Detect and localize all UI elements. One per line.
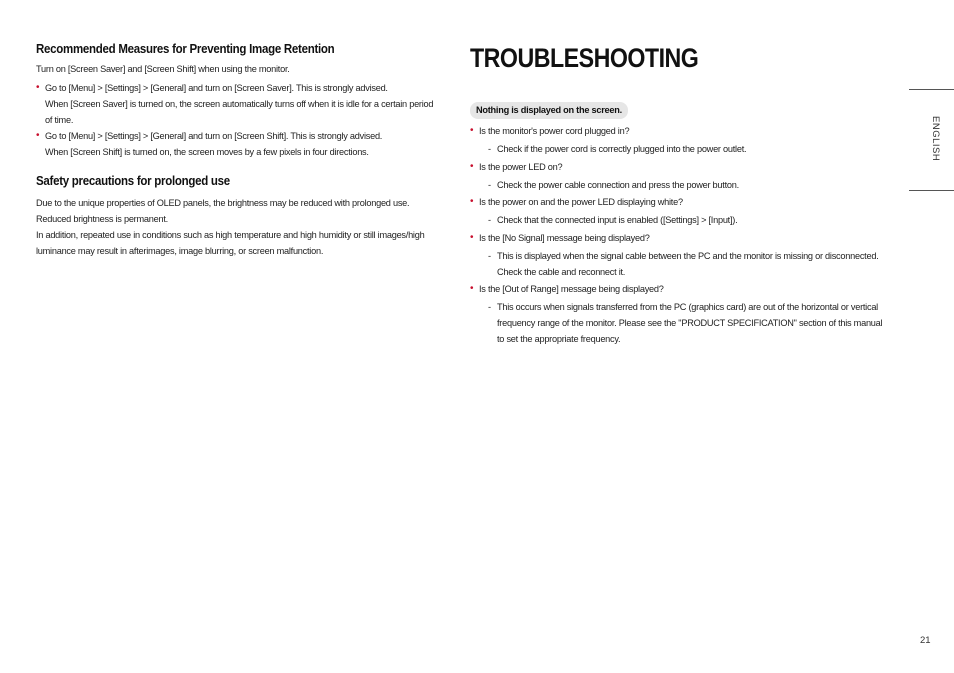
- right-column: [470, 42, 890, 349]
- answer-text: This occurs when signals transferred from the PC (graphics card) are out of the horizontal or vertical frequency range of the monitor. Please see the "PRODUCT SPECIFICATION" section of this manual to set the appropriate frequency.: [497, 302, 883, 344]
- answer: [479, 299, 890, 347]
- section-heading-safety: Safety precautions for prolonged use: [36, 174, 230, 188]
- troubleshooting-list: [470, 123, 890, 347]
- list-item: [470, 281, 890, 347]
- dash-mark: -: [488, 250, 491, 261]
- question-text: Is the monitor's power cord plugged in?: [479, 126, 630, 136]
- left-column: [36, 42, 438, 259]
- language-label: ENGLISH: [930, 116, 941, 162]
- question-text: Is the [Out of Range] message being displayed?: [479, 284, 664, 294]
- dash-mark: -: [488, 179, 491, 190]
- answer: [479, 141, 890, 157]
- safety-paragraph-1: Due to the unique properties of OLED panels, the brightness may be reduced with prolonged use. Reduced brightness is permanent.: [36, 198, 410, 224]
- answer-text: This is displayed when the signal cable between the PC and the monitor is missing or disconnected. Check the cable and reconnect it.: [497, 250, 879, 277]
- question-text: Is the power on and the power LED displaying white?: [479, 197, 683, 207]
- safety-paragraph-2: In addition, repeated use in conditions such as high temperature and high humidity or still images/high luminance may result in afterimages, image blurring, or screen malfunction.: [36, 230, 425, 256]
- bullet-subtext: When [Screen Shift] is turned on, the screen moves by a few pixels in four directions.: [45, 147, 369, 157]
- list-item: [470, 159, 890, 193]
- bullet-text: Go to [Menu] > [Settings] > [General] and turn on [Screen Shift]. This is strongly advised.: [45, 131, 383, 141]
- answer: [479, 212, 890, 228]
- list-item: [36, 80, 438, 128]
- page-title: TROUBLESHOOTING: [470, 43, 699, 73]
- answer-text: Check the power cable connection and press the power button.: [497, 179, 739, 190]
- question-text: Is the power LED on?: [479, 161, 563, 172]
- bullet-subtext: When [Screen Saver] is turned on, the screen automatically turns off when it is idle for a certain period of time.: [45, 99, 434, 125]
- intro-text: Turn on [Screen Saver] and [Screen Shift] when using the monitor.: [36, 64, 290, 74]
- question-text: Is the [No Signal] message being displayed?: [479, 232, 650, 243]
- dash-mark: -: [488, 144, 491, 154]
- answer: [479, 177, 890, 193]
- list-item: [36, 128, 438, 160]
- subheading-pill: Nothing is displayed on the screen.: [470, 102, 628, 119]
- answer: [479, 248, 890, 280]
- list-item: [470, 230, 890, 280]
- retention-list: [36, 80, 438, 160]
- bullet-text: Go to [Menu] > [Settings] > [General] and turn on [Screen Saver]. This is strongly advised.: [45, 83, 388, 93]
- answer-text: Check that the connected input is enabled ([Settings] > [Input]).: [497, 215, 738, 225]
- page-number: 21: [920, 635, 931, 646]
- list-item: [470, 123, 890, 157]
- side-rule-bottom: [909, 190, 954, 191]
- dash-mark: -: [488, 215, 491, 225]
- dash-mark: -: [488, 302, 491, 312]
- section-heading-image-retention: Recommended Measures for Preventing Image Retention: [36, 42, 335, 56]
- side-rule-top: [909, 89, 954, 90]
- list-item: [470, 194, 890, 228]
- answer-text: Check if the power cord is correctly plugged into the power outlet.: [497, 144, 747, 154]
